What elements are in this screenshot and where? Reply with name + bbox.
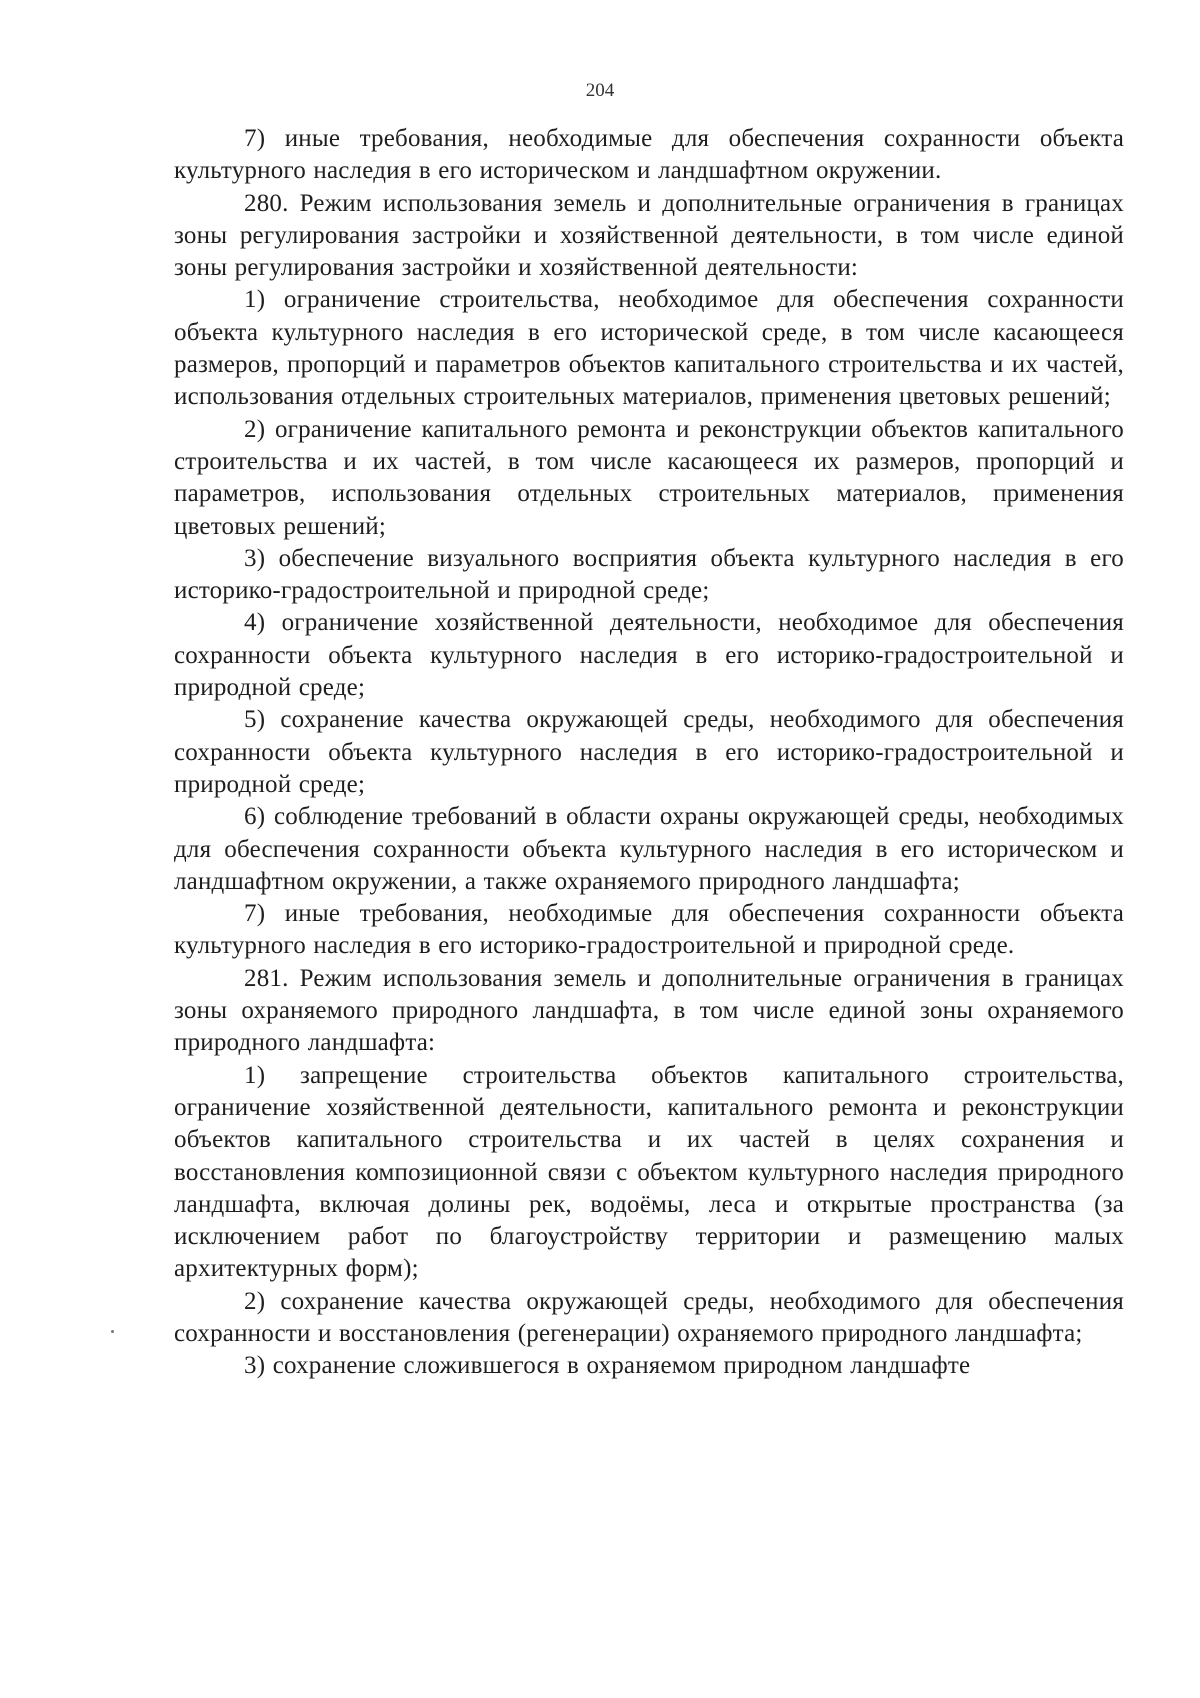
paragraph-text: Режим использования земель и дополнительные ограничения в границах зоны регулирования застройки и хозяйственной деятельности, в том числе единой зоны регулирования застройки и хозяйственной деятельности: [174, 189, 1124, 282]
paragraph-280-item-3 [174, 543, 1124, 608]
paragraph-280-item-5 [174, 704, 1124, 801]
item-number: 7) [244, 900, 285, 928]
item-number: 7) [244, 125, 285, 152]
item-number: 1) [244, 1061, 300, 1089]
paragraph-text: обеспечение визуального восприятия объекта культурного наследия в его историко-градостроительной и природной среде; [174, 544, 1124, 605]
item-number: 2) [244, 1287, 281, 1315]
paragraph-text: иные требования, необходимые для обеспечения сохранности объекта культурного наследия в его историческом и ландшафтном окружении. [174, 125, 1124, 185]
paragraph-text: запрещение строительства объектов капитального строительства, ограничение хозяйственной деятельности, капитального ремонта и реконструкции объектов капитального строительства и их частей в целях сохранения и восстановления композиционной связи с объектом культурного наследия природного ландшафта, включая долины рек, водоёмы, леса и открытые пространства (за исключением работ по благоустройству территории и размещению малых архитектурных форм); [174, 1061, 1124, 1283]
paragraph-280-item-6 [174, 801, 1124, 898]
item-number: 280. [244, 189, 300, 217]
paragraph-text: ограничение строительства, необходимое для обеспечения сохранности объекта культурного наследия в его исторической среде, в том числе касающееся размеров, пропорций и параметров объектов капитального строительства и их частей, использования отдельных строительных материалов, применения цветовых решений; [174, 286, 1124, 411]
item-number: 5) [244, 706, 281, 734]
paragraph-text: соблюдение требований в области охраны окружающей среды, необходимых для обеспечения сохранности объекта культурного наследия в его историческом и ландшафтном окружении, а также охраняемого природного ландшафта; [174, 803, 1124, 895]
paragraph-text: сохранение качества окружающей среды, необходимого для обеспечения сохранности объекта культурного наследия в его историко-градостроительной и природной среде; [174, 706, 1124, 798]
paragraph-text: сохранение сложившегося в охраняемом природном ландшафте [272, 1352, 971, 1380]
paragraph-280-item-4 [174, 607, 1124, 704]
paragraph-280 [174, 188, 1124, 285]
paragraph-280-item-2 [174, 414, 1124, 543]
paragraph-280-item-1 [174, 284, 1124, 413]
paragraph-text: Режим использования земель и дополнительные ограничения в границах зоны охраняемого природного ландшафта, в том числе единой зоны охраняемого природного ландшафта: [174, 964, 1124, 1057]
paragraph-text: сохранение качества окружающей среды, необходимого для обеспечения сохранности и восстановления (регенерации) охраняемого природного ландшафта; [174, 1287, 1124, 1347]
scan-speck [111, 1330, 114, 1333]
document-body [174, 123, 1124, 1383]
item-number: 4) [244, 609, 282, 637]
paragraph-text: ограничение капитального ремонта и реконструкции объектов капитального строительства и их частей, в том числе касающееся их размеров, пропорций и параметров, использования отдельных строительных материалов, применения цветовых решений; [174, 415, 1124, 540]
item-number: 281. [244, 964, 300, 992]
item-number: 6) [244, 803, 274, 831]
item-number: 2) [244, 415, 275, 443]
paragraph-text: ограничение хозяйственной деятельности, необходимое для обеспечения сохранности объекта культурного наследия в его историко-градостроительной и природной среде; [174, 609, 1124, 702]
item-number: 1) [244, 286, 284, 314]
page-number: 204 [585, 80, 615, 101]
paragraph-281-item-3 [174, 1350, 1124, 1382]
paragraph-281-item-1 [174, 1060, 1124, 1286]
paragraph-281 [174, 963, 1124, 1060]
paragraph-item-7-prev [174, 123, 1124, 188]
item-number: 3) [244, 544, 279, 572]
paragraph-280-item-7 [174, 898, 1124, 963]
paragraph-281-item-2 [174, 1286, 1124, 1351]
paragraph-text: иные требования, необходимые для обеспечения сохранности объекта культурного наследия в его историко-градостроительной и природной среде. [174, 900, 1124, 960]
item-number: 3) [244, 1352, 273, 1380]
